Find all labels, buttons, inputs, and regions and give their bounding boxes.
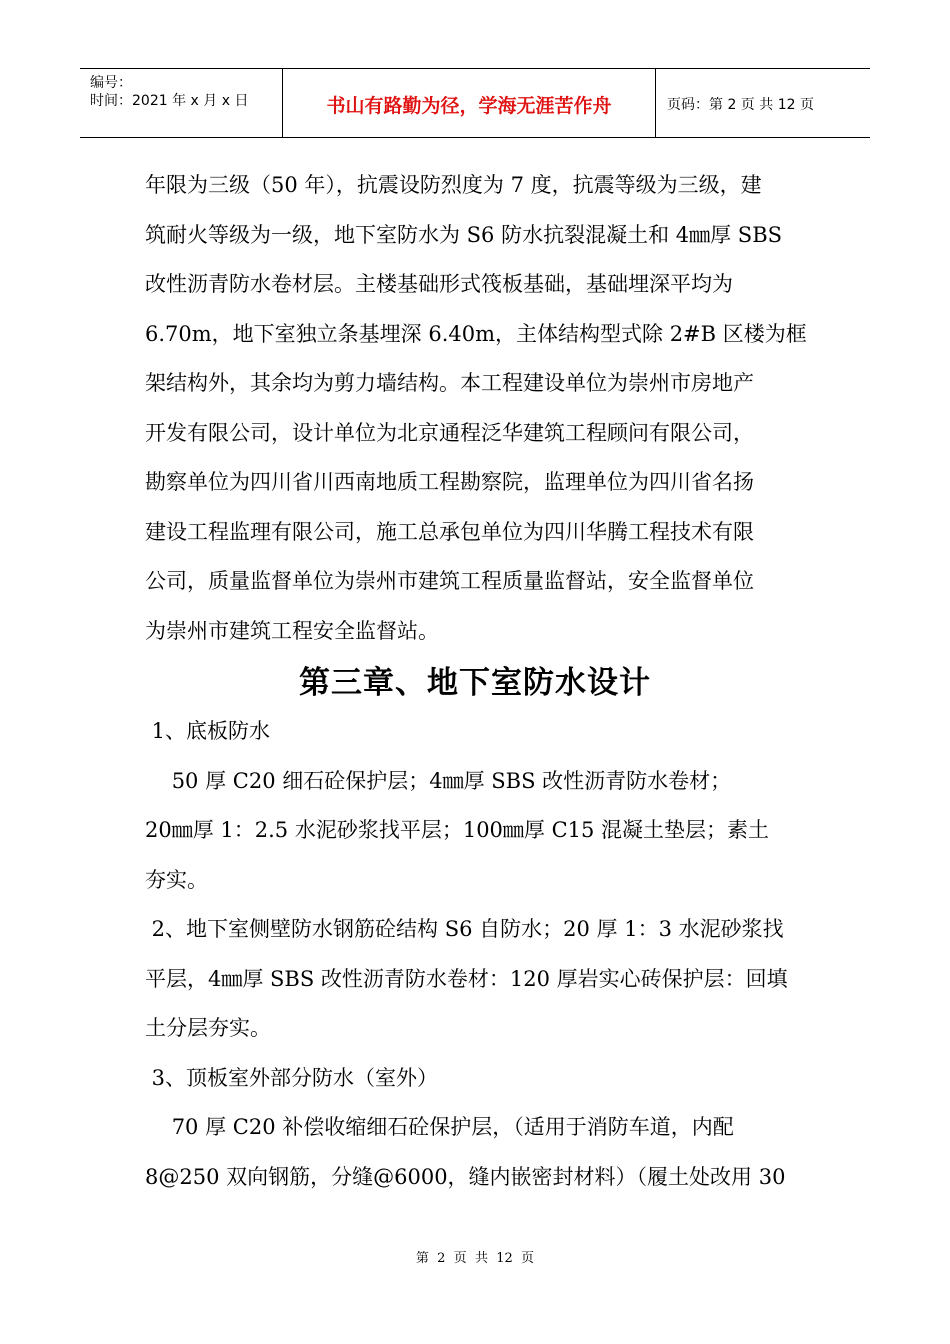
section-line: 夯实。 xyxy=(145,867,208,892)
page-footer: 第 2 页 共 12 页 xyxy=(415,1251,535,1266)
header-right-cell xyxy=(655,69,870,137)
section-line: 土分层夯实。 xyxy=(145,1016,271,1040)
section-heading: 1、底板防水 xyxy=(145,719,271,743)
page-info: 页码：第 2 页 共 12 页 xyxy=(667,97,814,113)
paragraph-line: 6.70m，地下室独立条基埋深 6.40m，主体结构型式除 2#B 区楼为框 xyxy=(145,321,807,346)
paragraph-line: 年限为三级（50 年），抗震设防烈度为 7 度，抗震等级为三级，建 xyxy=(145,173,762,197)
number-label: 编号： xyxy=(90,75,132,91)
paragraph-line: 勘察单位为四川省川西南地质工程勘察院，监理单位为四川省名扬 xyxy=(145,470,754,494)
section-line: 平层，4㎜厚 SBS 改性沥青防水卷材：120 厚岩实心砖保护层：回填 xyxy=(145,966,788,991)
section-heading: 2、地下室侧壁防水钢筋砼结构 S6 自防水；20 厚 1：3 水泥砂浆找 xyxy=(145,917,784,941)
section-heading: 3、顶板室外部分防水（室外） xyxy=(145,1065,439,1090)
page-header xyxy=(80,68,870,138)
paragraph-line: 为崇州市建筑工程安全监督站。 xyxy=(145,618,439,643)
motto-text: 书山有路勤为径，学海无涯苦作舟 xyxy=(326,95,612,117)
paragraph-line: 公司，质量监督单位为崇州市建筑工程质量监督站，安全监督单位 xyxy=(145,569,754,593)
section-line: 20㎜厚 1：2.5 水泥砂浆找平层；100㎜厚 C15 混凝土垫层；素土 xyxy=(145,818,770,842)
paragraph-line: 建设工程监理有限公司，施工总承包单位为四川华腾工程技术有限 xyxy=(145,519,754,544)
section-line: 70 厚 C20 补偿收缩细石砼保护层，（适用于消防车道，内配 xyxy=(145,1115,734,1139)
body-paragraph xyxy=(145,161,817,656)
section-line: 8@250 双向钢筋，分缝@6000，缝内嵌密封材料）（履土处改用 30 xyxy=(145,1164,786,1189)
paragraph-line: 筑耐火等级为一级，地下室防水为 S6 防水抗裂混凝土和 4㎜厚 SBS xyxy=(145,222,783,247)
paragraph-line: 架结构外，其余均为剪力墙结构。本工程建设单位为崇州市房地产 xyxy=(145,371,754,395)
header-left-cell xyxy=(80,69,282,137)
section-content xyxy=(145,707,817,1202)
paragraph-line: 改性沥青防水卷材层。主楼基础形式筏板基础，基础埋深平均为 xyxy=(145,272,733,296)
paragraph-line: 开发有限公司，设计单位为北京通程泛华建筑工程顾问有限公司， xyxy=(145,420,754,445)
header-middle-cell xyxy=(282,69,656,137)
section-line: 50 厚 C20 细石砼保护层；4㎜厚 SBS 改性沥青防水卷材； xyxy=(145,768,732,793)
chapter-title: 第三章、地下室防水设计 xyxy=(299,665,651,701)
date-label: 时间：2021 年 x 月 x 日 xyxy=(90,93,249,109)
